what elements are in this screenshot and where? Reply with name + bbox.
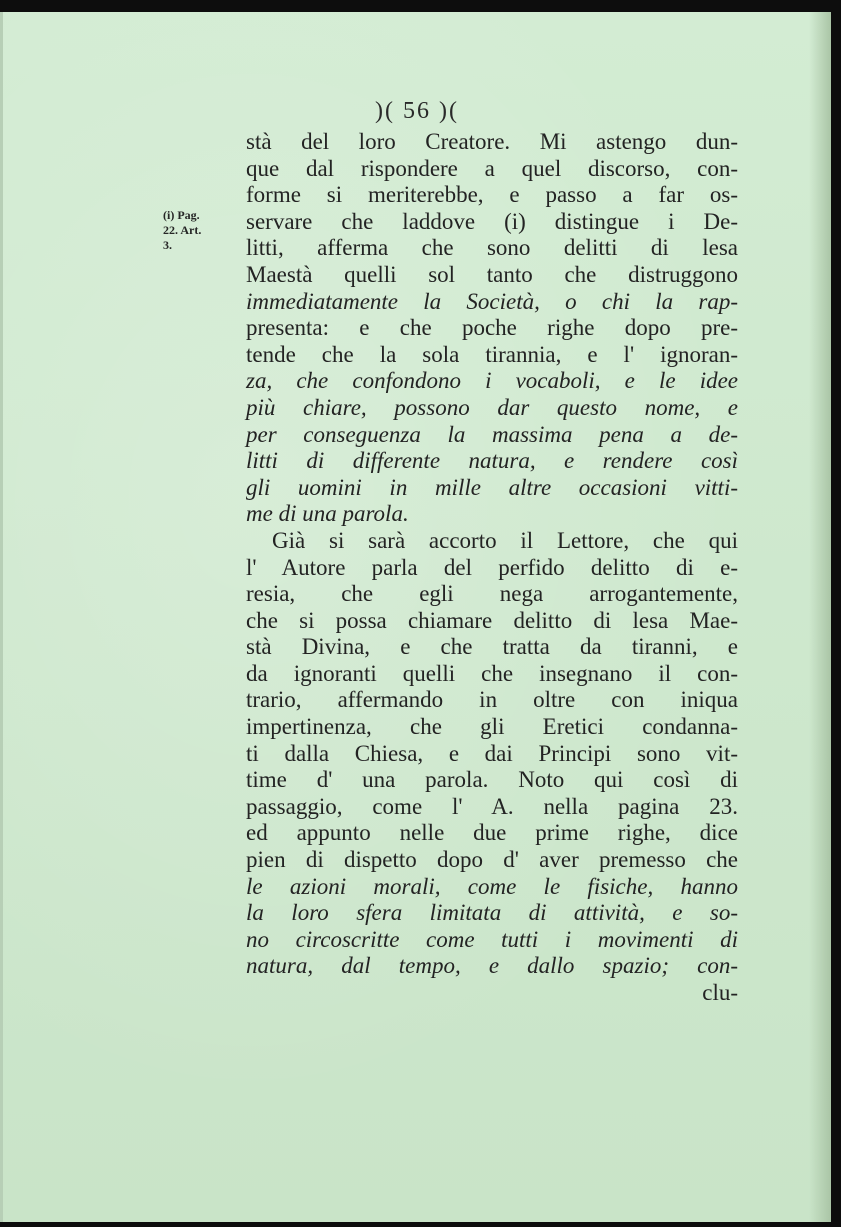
catchword: clu- [702,980,738,1005]
page-folio: )( 56 )( [375,98,459,124]
text-line: ed appunto nelle due prime righe, dice [246,820,738,846]
margin-note-line: 3. [163,238,172,252]
text-line: immediatamente la Società, o chi la rap- [246,288,738,314]
margin-note-line: (i) Pag. [163,208,200,222]
text-line: la loro sfera limitata di attività, e so- [246,900,738,926]
text-line: Già si sarà accorto il Lettore, che qui [272,527,738,553]
margin-note [163,208,241,253]
body-text [246,129,738,1007]
text-line: da ignoranti quelli che insegnano il con- [246,660,738,686]
text-line: resia, che egli nega arrogantemente, [246,581,738,607]
text-line: natura, dal tempo, e dallo spazio; con- [246,953,738,979]
text-line: gli uomini in mille altre occasioni vitti- [246,474,738,500]
text-line: pien di dispetto dopo d' aver premesso che [246,847,738,873]
text-line: litti di differente natura, e rendere così [246,448,738,474]
text-line: no circoscritte come tutti i movimenti di [246,926,738,952]
text-line: za, che confondono i vocaboli, e le idee [246,368,738,394]
text-line: forme si meriterebbe, e passo a far os- [246,182,738,208]
text-line: trario, affermando in oltre con iniqua [246,687,738,713]
text-line: que dal rispondere a quel discorso, con- [246,155,738,181]
book-page [0,12,831,1222]
text-line: per conseguenza la massima pena a de- [246,421,738,447]
text-line: stà del loro Creatore. Mi astengo dun- [246,129,738,154]
text-line: Maestà quelli sol tanto che distruggono [246,261,738,287]
text-line: ti dalla Chiesa, e dai Principi sono vit- [246,740,738,766]
margin-note-line: 22. Art. [163,223,202,237]
text-line: stà Divina, e che tratta da tiranni, e [246,634,738,660]
page-edge-shadow [809,12,831,1222]
text-line: me di una parola. [246,501,409,527]
text-line: passaggio, come l' A. nella pagina 23. [246,793,738,819]
text-line: litti, afferma che sono delitti di lesa [246,235,738,261]
text-line: presenta: e che poche righe dopo pre- [246,315,738,341]
text-line: servare che laddove (i) distingue i De- [246,208,738,234]
text-line: l' Autore parla del perfido delitto di e- [246,554,738,580]
text-line: tende che la sola tirannia, e l' ignoran- [246,341,738,367]
text-line: le azioni morali, come le fisiche, hanno [246,873,738,899]
text-line: time d' una parola. Noto qui così di [246,767,738,793]
text-line: più chiare, possono dar questo nome, e [246,394,738,420]
text-line: che si possa chiamare delitto di lesa Mae- [246,607,738,633]
text-line: impertinenza, che gli Eretici condanna- [246,714,738,740]
